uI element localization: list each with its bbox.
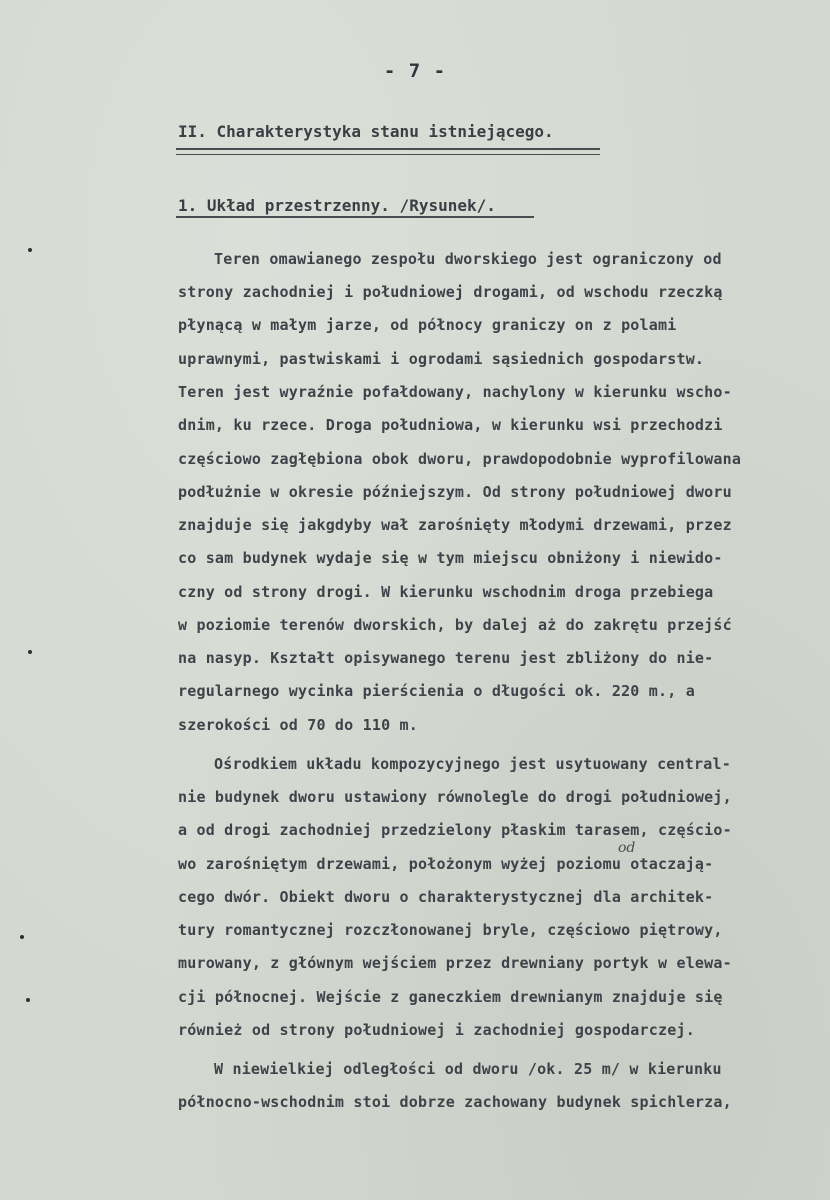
body-line: również od strony południowej i zachodniej gospodarczej. <box>178 1021 695 1039</box>
body-line: cji północnej. Wejście z ganeczkiem drewnianym znajduje się <box>178 988 723 1006</box>
body-line: podłużnie w okresie późniejszym. Od strony południowej dworu <box>178 483 732 501</box>
body-line: czny od strony drogi. W kierunku wschodnim droga przebiega <box>178 583 714 601</box>
body-line: tury romantycznej rozczłonowanej bryle, częściowo piętrowy, <box>178 921 723 939</box>
body-line: strony zachodniej i południowej drogami, od wschodu rzeczką <box>178 283 723 301</box>
handwritten-insertion: od <box>618 840 636 856</box>
body-line: szerokości od 70 do 110 m. <box>178 716 418 734</box>
body-line: częściowo zagłębiona obok dworu, prawdopodobnie wyprofilowana <box>178 450 742 468</box>
body-line: uprawnymi, pastwiskami i ogrodami sąsiednich gospodarstw. <box>178 350 705 368</box>
body-line: W niewielkiej odległości od dworu /ok. 25 m/ w kierunku <box>214 1060 722 1078</box>
margin-mark <box>26 998 30 1002</box>
body-line: dnim, ku rzece. Droga południowa, w kierunku wsi przechodzi <box>178 416 723 434</box>
body-line: północno-wschodnim stoi dobrze zachowany budynek spichlerza, <box>178 1093 732 1111</box>
margin-mark <box>28 650 32 654</box>
body-line: Teren jest wyraźnie pofałdowany, nachylony w kierunku wscho- <box>178 383 732 401</box>
body-line: płynącą w małym jarze, od północy graniczy on z polami <box>178 316 677 334</box>
chapter-title: II. Charakterystyka stanu istniejącego. <box>178 122 554 141</box>
body-line: znajduje się jakgdyby wał zarośnięty młodymi drzewami, przez <box>178 516 732 534</box>
body-line: nie budynek dworu ustawiony równolegle do drogi południowej, <box>178 788 732 806</box>
margin-mark <box>20 935 24 939</box>
body-line: wo zarośniętym drzewami, położonym wyżej poziomu otaczają- <box>178 855 714 873</box>
page-number: - 7 - <box>383 60 447 82</box>
section-heading: 1. Układ przestrzenny. /Rysunek/. <box>178 196 496 215</box>
body-line: co sam budynek wydaje się w tym miejscu obniżony i niewido- <box>178 549 723 567</box>
body-line: a od drogi zachodniej przedzielony płaskim tarasem, częścio- <box>178 821 732 839</box>
body-line: Ośrodkiem układu kompozycyjnego jest usytuowany central- <box>214 755 731 773</box>
body-line: murowany, z głównym wejściem przez drewniany portyk w elewa- <box>178 954 732 972</box>
body-line: regularnego wycinka pierścienia o długości ok. 220 m., a <box>178 682 695 700</box>
body-line: cego dwór. Obiekt dworu o charakterystycznej dla architek- <box>178 888 714 906</box>
body-line: w poziomie terenów dworskich, by dalej aż do zakrętu przejść <box>178 616 732 634</box>
margin-mark <box>28 248 32 252</box>
body-line: na nasyp. Kształt opisywanego terenu jest zbliżony do nie- <box>178 649 714 667</box>
body-line: Teren omawianego zespołu dworskiego jest ograniczony od <box>214 250 722 268</box>
